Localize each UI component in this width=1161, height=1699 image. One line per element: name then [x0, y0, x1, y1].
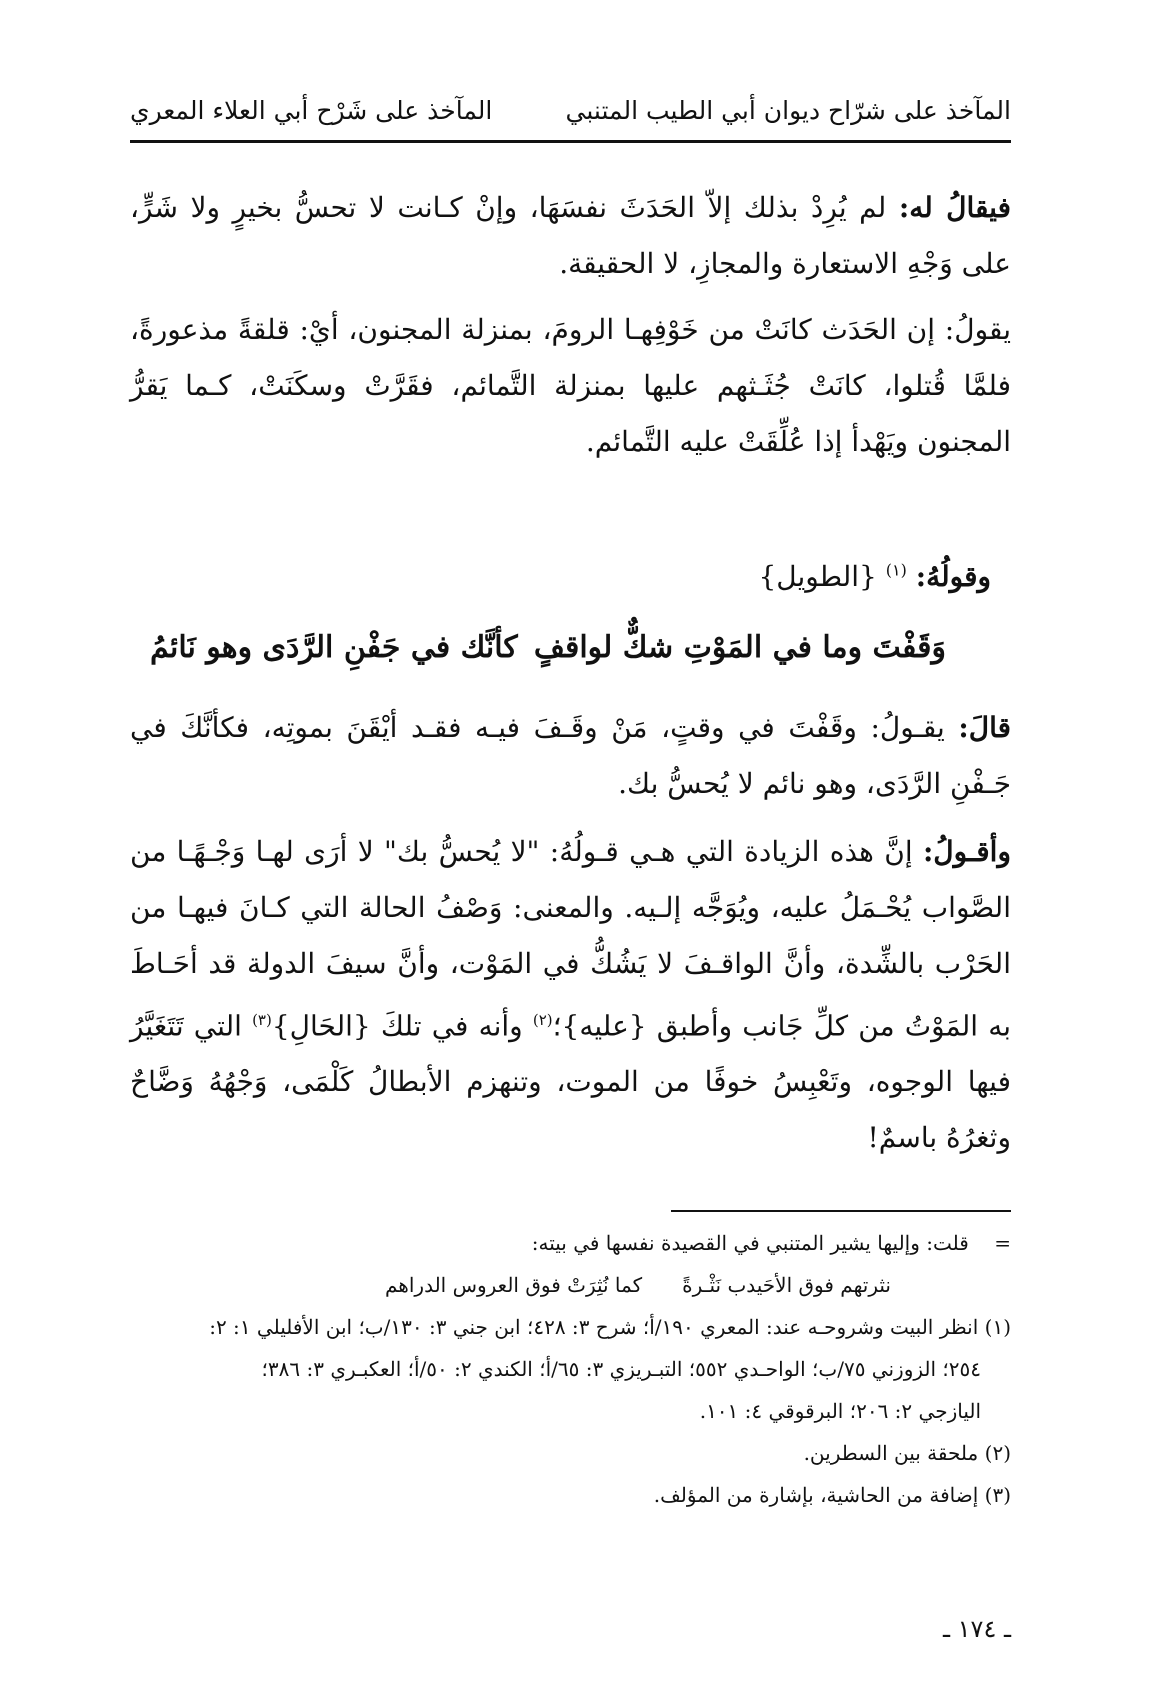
running-header: [130, 84, 1011, 143]
paragraph-text: يقـولُ: وقَفْتَ في وقتٍ، مَنْ وقَـفَ فيـه فقـد أيْقَنَ بموتِه، فكأنَّكَ في جَـفْنِ الرَّدَى، وهو نائم لا يُحسُّ بك.: [130, 711, 1011, 800]
main-text-bottom: [130, 700, 1011, 1178]
poetry-verse: [150, 630, 946, 690]
paragraph-text: إنَّ هذه الزيادة التي هـي قـولُهُ: "لا يُحسُّ بك" لا أرَى لهـا وَجْـهًـا من الصَّواب يُحْـمَلُ عليه، ويُوَجَّه إلـيه. والمعنى: وَصْفُ الحالة التي كـانَ فيهـا من الحَرْب بالشِّدة، وأنَّ الواقـفَ لا يَشُكُّ في المَوْت، وأنَّ سيفَ الدولة قد أحَـاطَ به المَوْتُ من كلِّ جَانب وأطبق {عليه}؛: [130, 835, 1012, 1043]
continuation-marker: =: [994, 1231, 1011, 1255]
verse-first-hemistich: وَقَفْتَ وما في المَوْتِ شكٌّ لواقفٍ: [533, 630, 946, 665]
paragraph-lead: وأقـولُ:: [922, 835, 1011, 868]
paragraph-lead: قالَ:: [958, 711, 1011, 744]
verse-second-hemistich: كأنَّك في جَفْنِ الرَّدَى وهو نَائمُ: [150, 630, 518, 665]
footnote-text: (٢) ملحقة بين السطرين.: [803, 1441, 1011, 1465]
paragraph-text: يقولُ: إن الحَدَث كانَتْ من خَوْفِهـا الرومَ، بمنزلة المجنون، أيْ: قلقةً مذعورةً، فلمَّا قُتلوا، كانَتْ جُثَـثهم عليها بمنزلة التَّمائم، فقَرَّتْ وسكَنَتْ، كـما يَقرُّ المجنون ويَهْدأ إذا عُلِّقَتْ عليه التَّمائم.: [130, 313, 1011, 458]
paragraph-text: وأنه في تلكَ {الحَالِ}: [271, 1009, 533, 1043]
footnote-3: [130, 1474, 1011, 1516]
paragraph-text: التي تَتَغَيَّرُ فيها الوجوه، وتَعْبِسُ خوفًا من الموت، وتنهزم الأبطالُ كَلْمَى، وَجْهُهُ وَضَّاحٌ وثغرُهُ باسمٌ!: [130, 1009, 1011, 1155]
main-text-top: [130, 180, 1011, 480]
paragraph-critique: [130, 824, 1011, 1166]
footnote-2: [130, 1432, 1011, 1474]
footnote-1-cont: [130, 1348, 1011, 1390]
paragraph-text: لم يُرِدْ بذلك إلاّ الحَدَثَ نفسَهَا، وإنْ كـانت لا تحسُّ بخيرٍ ولا شَرٍّ، على وَجْهِ الاستعارة والمجازِ، لا الحقيقة.: [130, 191, 1011, 280]
footnote-continuation: [130, 1222, 1011, 1264]
footnotes: [130, 1222, 1011, 1516]
header-chapter-title: المآخذ على شَرْح أبي العلاء المعري: [130, 96, 493, 125]
footnote-ref: (١): [885, 560, 907, 580]
paragraph-commentary: [130, 700, 1011, 812]
footnote-verse: [130, 1264, 1011, 1306]
footnote-text: (١) انظر البيت وشروحـه عند: المعري ١٩٠/أ؛ شرح ٣: ٤٢٨؛ ابن جني ٣: ١٣٠/ب؛ ابن الأفليلي ١: ٢:: [209, 1315, 1011, 1339]
footnote-verse-second: كما نُثِرَتْ فوق العروس الدراهم: [385, 1273, 643, 1297]
footnote-text: ٢٥٤؛ الزوزني ٧٥/ب؛ الواحـدي ٥٥٢؛ التبـريزي ٣: ٦٥/أ؛ الكندي ٢: ٥٠/أ؛ العكبـري ٣: ٣٨٦؛: [261, 1357, 981, 1381]
footnote-text: قلت: وإليها يشير المتنبي في القصيدة نفسها في بيته:: [531, 1231, 969, 1255]
heading-lead: وقولُهُ:: [915, 560, 991, 593]
footnote-text: (٣) إضافة من الحاشية، بإشارة من المؤلف.: [653, 1483, 1011, 1507]
footnote-1-cont: [130, 1390, 1011, 1432]
verse-heading: [758, 560, 991, 593]
footnote-ref: (٢): [532, 1011, 553, 1029]
footnote-verse-first: نثرتهم فوق الأحَيدب نَثْـرةً: [682, 1273, 891, 1297]
paragraph-explanation: [130, 302, 1011, 470]
meter-label: {الطويل}: [758, 560, 877, 593]
paragraph-lead: فيقالُ له:: [898, 191, 1011, 224]
footnote-separator: [671, 1210, 1011, 1212]
header-book-title: المآخذ على شرّاح ديوان أبي الطيب المتنبي: [565, 96, 1011, 125]
footnote-ref: (٣): [252, 1011, 272, 1029]
footnote-1: [130, 1306, 1011, 1348]
footnote-text: اليازجي ٢: ٢٠٦؛ البرقوقي ٤: ١٠١.: [699, 1399, 981, 1423]
page-number: ـ ١٧٤ ـ: [942, 1615, 1011, 1643]
paragraph-response: [130, 180, 1011, 292]
